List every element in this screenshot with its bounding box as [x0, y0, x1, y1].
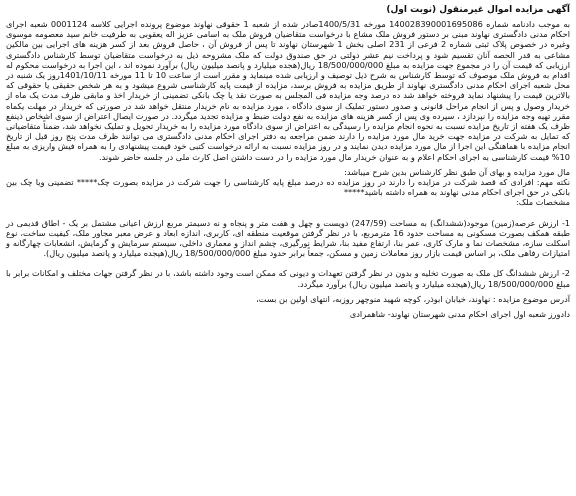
important-notice: نکته مهم: افرادی که قصد شرکت در مزایده را دارند در روز مزایده ده درصد مبلغ پایه کارشناسی را جهت شرکت در مزایده بصورت چک***** تضمینی ویا چک بین بانکی در حق اجرای احکام مدنی نهاوند به همراه داشته باشید*****	[6, 177, 570, 198]
appraisal-heading: مال مورد مزایده و بهای آن طبق نظر کارشناس بدین شرح میباشد:	[344, 166, 570, 177]
auction-notice	[6, 4, 570, 488]
property-item-1: 1- ارزش عرصه(زمین) موجود(ششدانگ) به مساحت (247/59) دویست و چهل و هفت متر و پنجاه و نه دسیمتر مربع ارزش اعیانی مشتمل بر یک - اطاق قدیمی در طبقه همکف بصورت مسکونی به مساحت حدود 16 مترمربع، با در نظر گرفتن موقعیت منطقه ای، کاربری، اندازه ابعاد و عرض معبر مجاور ملک، کیفیت ساخت، نوع اسکلت سازه، مشخصات نما و مارک کاری، عمر بنا، ارتفاع مفید بنا، شرایط نورگیری، چشم انداز و معماری داخلی، سیستم سرمایش و گرمایش، انشعابات چهارگانه و امتیازات رفاهی ملک، بر اساس قیمت بازار روز معاملات زمین و مسکن، جمعاً برابر حدود مبلغ 18/500/000/000 ریال(هیجده میلیارد و پانصد میلیون ریال).	[6, 217, 570, 259]
specs-heading: مشخصات ملک:	[515, 197, 570, 208]
notice-title: آگهی مزایده اموال غیرمنقول (نوبت اول)	[386, 5, 570, 15]
intro-paragraph: به موجب دادنامه شماره 140028390001695086 مورخه 1400/5/31صادر شده از شعبه 1 حقوقی نهاوند موضوع پرونده اجرایی کلاسه 0001124 شعبه اجرای احکام مدنی دادگستری نهاوند مبنی بر دستور فروش ملک مشاع با درخواست متقاضیان فروش ملک به اسامی عزیز اله یعقوبی به طرفیت خانم سید معصومه موسوی وغیره در خصوص پلاک ثبتی شماره 2 فرعی از 231 اصلی بخش 1 شهرستان نهاوند تا پس از فروش آن ، حاصل فروش بعد از کسر هزینه های اجرایی بین مالکین مشاعی به قدر الحصه آنان تقسیم شود و پرداخت نیم عشر دولتی در حق صندوق دولت که ملک مشروحه ذیل به درخواست متقاضیان توسط کارشناس دادگستری ارزیابی که قیمت آن را در مجموع جهت مزایده به مبلغ 18/500/000/000 ریال(هجده میلیارد و پانصد میلیون ریال) برآورد نموده اند ، این اجرا به درخواست محکوم له اقدام به فروش ملک موصوف که توسط کارشناس به شرح ذیل توصیف و ارزیابی شده مینماید و مقرر است از ساعت 10 تا 11 مورخه 1401/10/11روز یک شنبه در محل شعبه اجرای احکام مدنی دادگستری نهاوند از طریق مزایده به فروش برسد، مزایده از قیمت پایه کارشناسی شروع میشود و به هر شخص حقیقی یا حقوقی که بالاترین قیمت را پیشنهاد نماید فروخته خواهد شد ده درصد وجه مزایده فی المجلس به صورت نقد یا چک بانکی تضمینی از خریدار اخذ و مابقی ظرف مدت یک ماه از خریدار وصول و پس از انجام مراحل قانونی و صدور دستور تملیک از سوی دادگاه ، مورد مزایده به نام خریدار منتقل خواهد شد در صورتی که خریدار در مهلت یکماه مقرر تهیه وجه مزایده را نپردازد ، سپرده وی پس از کسر هزینه های مزایده به نفع دولت ضبط و مزایده تجدید میگردد. در صورت ایصال اعتراض از سوی اشخاص ذینفع ظرف یک هفته از تاریخ مزایده نسبت به نحوه انجام مزایده را رسیدگی به اعتراض از سوی دادگاه مورد مزایده را به خریدار تحویل و تملیک نخواهد شد، ضمناً متقاضیانی که تمایل به شرکت در مزایده جهت خرید مال مورد مزایده را دارند ضمن مراجعه به دفتر اجرای احکام مدنی دادگستری می توانند ظرف مدت پنج روز قبل از تاریخ انجام مزایده با هماهنگی این اجرا از مال مورد مزایده دیدن نمایند و در روز مزایده نسبت به ارائه درخواست کتبی خود قیمت پیشنهادی را به همراه فیش واریزی به مبلغ 10% قیمت کارشناسی به اجرای احکام اعلام و به عنوان خریدار مال مورد مزایده را در دست داشتن اصل کارت ملی در جلسه حاضر شوند.	[6, 19, 570, 162]
property-item-2: 2- ارزش ششدانگ کل ملک به صورت تخلیه و بدون در نظر گرفتن تعهدات و دیونی که ممکن است وجود داشته باشد، با در نظر گرفتن جهات مختلف و امکانات برابر با مبلغ 18/500/000/000 ریال(هیجده میلیارد و پانصد میلیون ریال) برآورد میگردد.	[6, 268, 570, 289]
signature: دادورز شعبه اول اجرای احکام مدنی شهرستان نهاوند- شاهمرادی	[349, 309, 570, 320]
property-address: آدرس موضوع مزایده : نهاوند، خیابان ابوذر، کوچه شهید منوچهر روزبه، انتهای اولین بن بست،	[256, 293, 570, 304]
spacer	[6, 208, 570, 218]
spacer	[6, 258, 570, 268]
